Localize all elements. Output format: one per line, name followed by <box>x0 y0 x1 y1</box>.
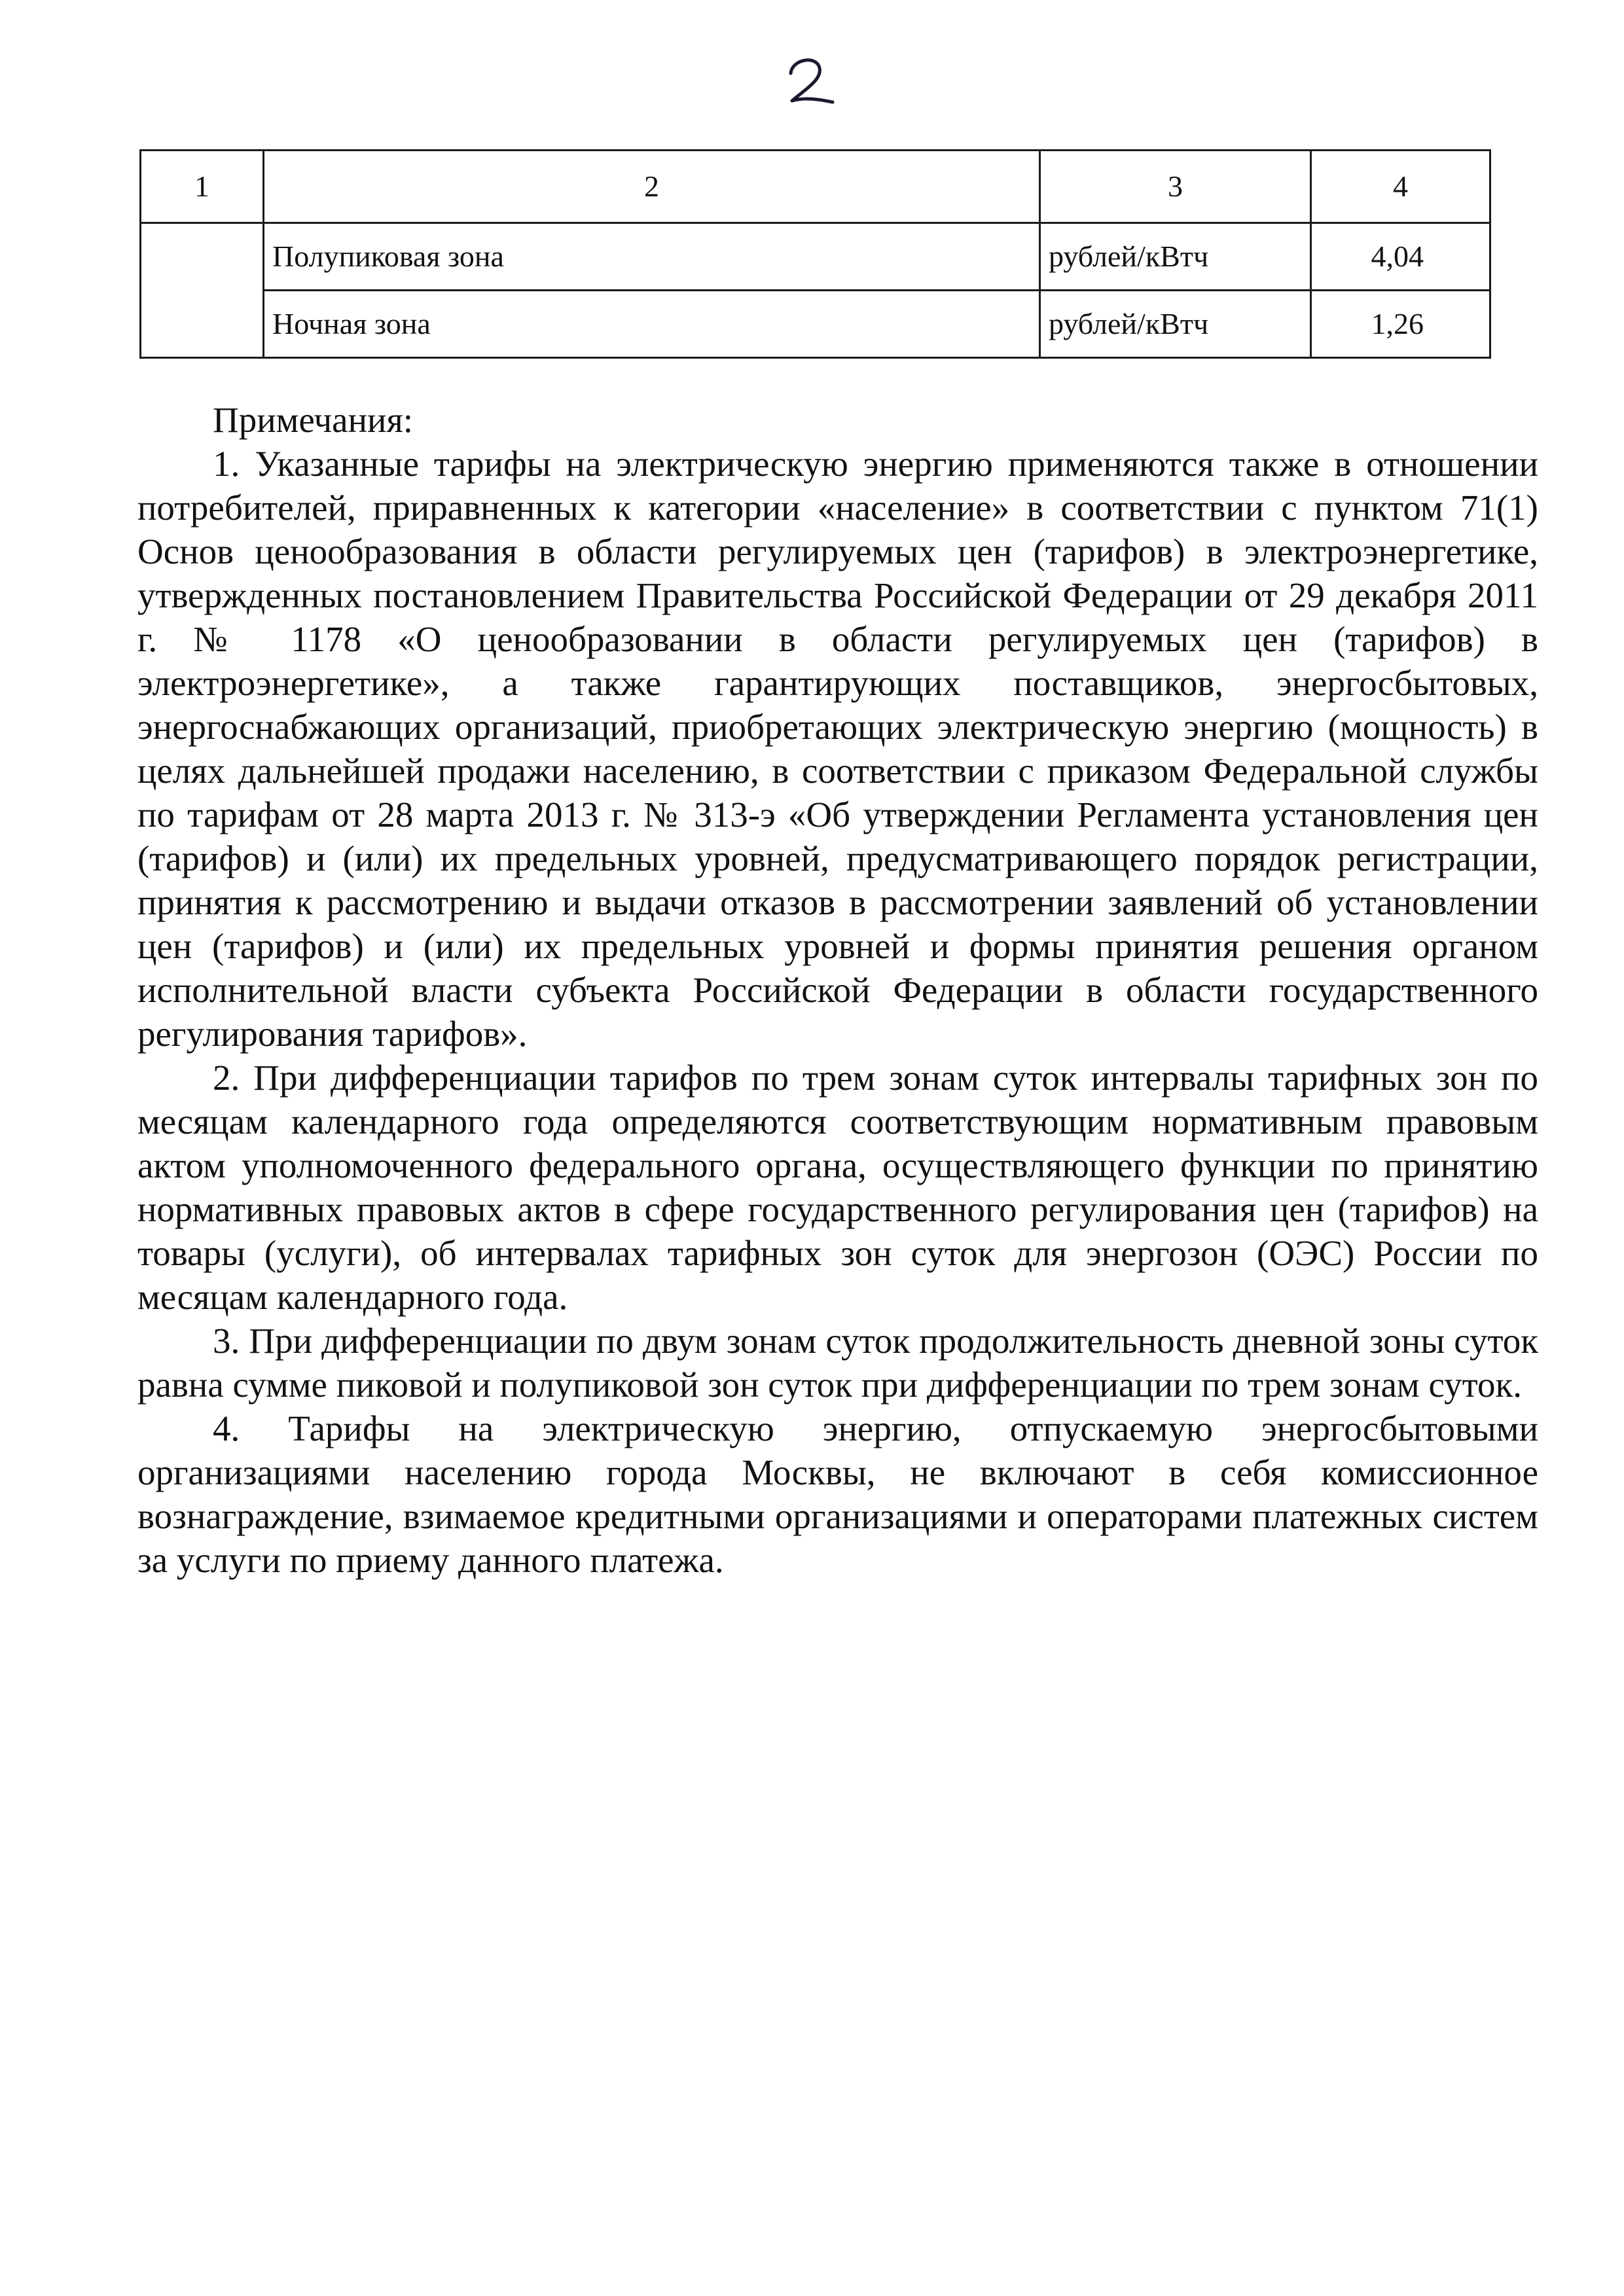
note-paragraph-2: 2. При дифференциации тарифов по трем зонам суток интервалы тарифных зон по месяцам календарного года определяются соответствующим нормативным правовым актом уполномоченного федерального органа, осуществляющего функции по принятию нормативных правовых актов в сфере государственного регулирования цен (тарифов) на товары (услуги), об интервалах тарифных зон суток для энергозон (ОЭС) России по месяцам календарного года. <box>137 1058 1538 1317</box>
note-paragraph-1: 1. Указанные тарифы на электрическую энергию применяются также в отношении потребителей, приравненных к категории «население» в соответствии с пунктом 71(1) Основ ценообразования в области регулируемых цен (тарифов) в электроэнергетике, утвержденных постановлением Правительства Российской Федерации от 29 декабря 2011 г. № 1178 «О ценообразовании в области регулируемых цен (тарифов) в электроэнергетике», а также гарантирующих поставщиков, энергосбытовых, энергоснабжающих организаций, приобретающих электрическую энергию (мощность) в целях дальнейшей продажи населению, в соответствии с приказом Федеральной службы по тарифам от 28 марта 2013 г. № 313-э «Об утверждении Регламента установления цен (тарифов) и (или) их предельных уровней, предусматривающего порядок регистрации, принятия к рассмотрению и выдачи отказов в рассмотрении заявлений об установлении цен (тарифов) и (или) их предельных уровней и формы принятия решения органом исполнительной власти субъекта Российской Федерации в области государственного регулирования тарифов». <box>137 444 1538 1054</box>
table-cell-empty <box>141 223 264 358</box>
table-header-row <box>141 151 1490 223</box>
handwritten-page-number-glyph <box>772 47 851 113</box>
table-row <box>141 223 1490 291</box>
notes-section <box>137 398 1538 1582</box>
column-header: 4 <box>1311 151 1490 223</box>
value-cell: 4,04 <box>1311 223 1490 291</box>
tariff-table <box>139 149 1491 359</box>
unit-cell: рублей/кВтч <box>1040 291 1311 358</box>
unit-cell: рублей/кВтч <box>1040 223 1311 291</box>
column-header: 2 <box>264 151 1040 223</box>
handwritten-page-number <box>772 47 851 113</box>
column-header: 1 <box>141 151 264 223</box>
note-paragraph-4: 4. Тарифы на электрическую энергию, отпускаемую энергосбытовыми организациями населению города Москвы, не включают в себя комиссионное вознаграждение, взимаемое кредитными организациями и операторами платежных систем за услуги по приему данного платежа. <box>137 1408 1538 1580</box>
zone-name-cell: Ночная зона <box>264 291 1040 358</box>
column-header: 3 <box>1040 151 1311 223</box>
value-cell: 1,26 <box>1311 291 1490 358</box>
notes-title: Примечания: <box>213 400 414 440</box>
zone-name-cell: Полупиковая зона <box>264 223 1040 291</box>
table-row <box>141 291 1490 358</box>
note-paragraph-3: 3. При дифференциации по двум зонам суток продолжительность дневной зоны суток равна сумме пиковой и полупиковой зон суток при дифференциации по трем зонам суток. <box>137 1321 1538 1405</box>
